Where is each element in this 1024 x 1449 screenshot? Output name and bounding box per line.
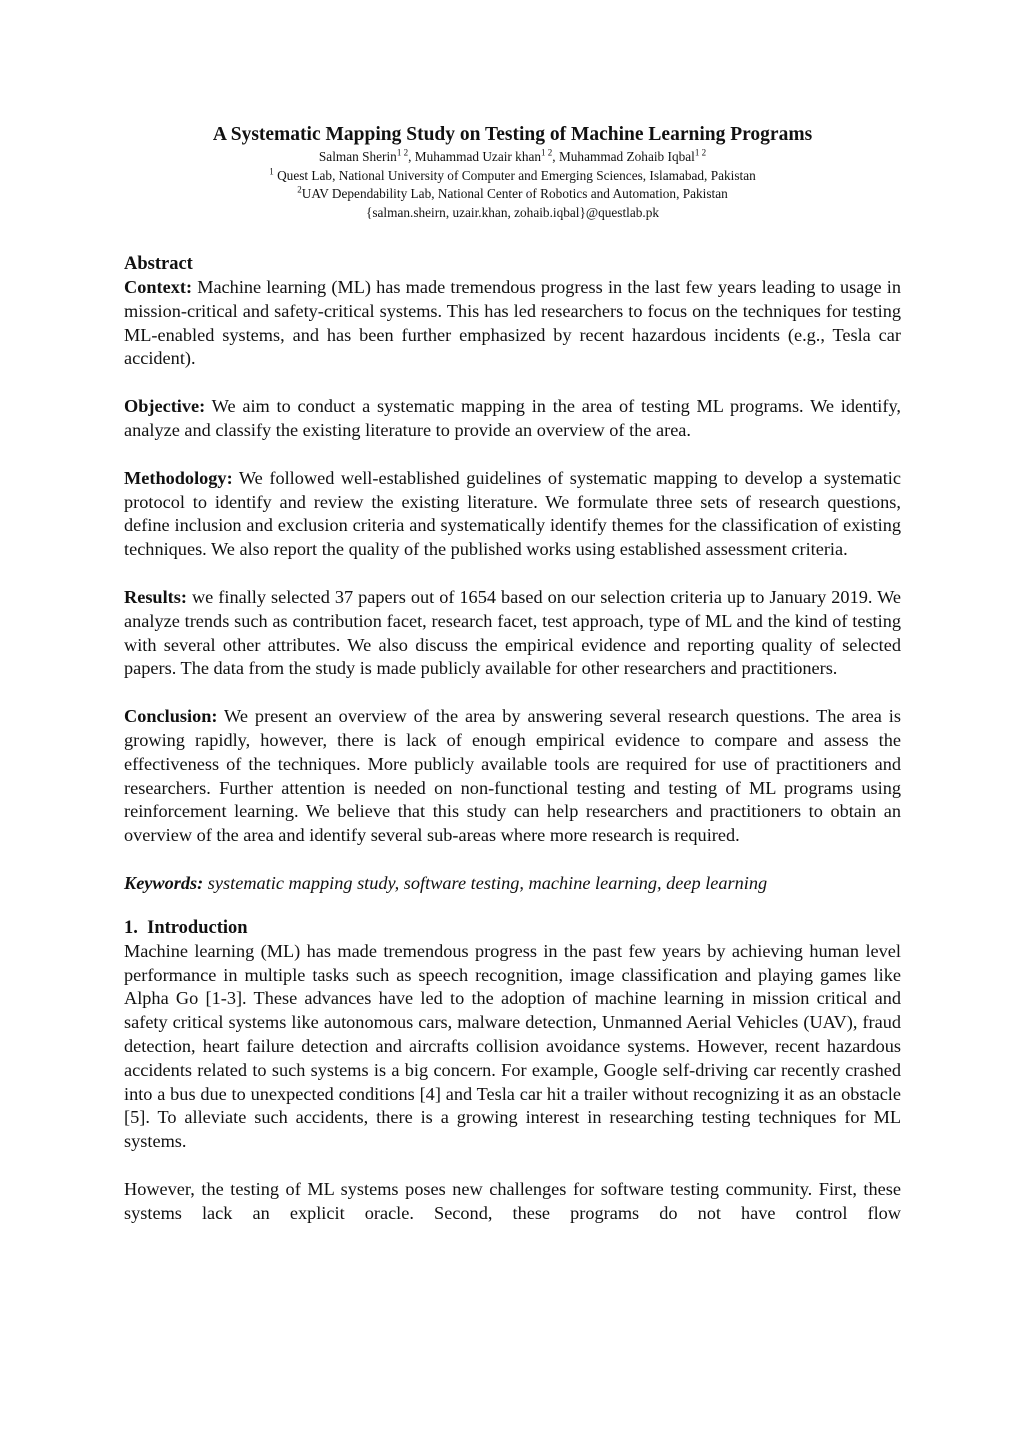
abstract-results [124,586,901,681]
results-text: we finally selected 37 papers out of 1654 based on our selection criteria up to January 2019. We analyze trends such as contribution facet, research facet, test approach, type of ML and the kind of testing with several other attributes. We also discuss the empirical evidence and reporting quality of selected papers. The data from the study is made publicly available for other researchers and practitioners. [124,586,901,679]
paper-header [124,122,901,222]
abstract-conclusion [124,705,901,848]
methodology-label: Methodology: [124,467,233,488]
abstract-objective [124,395,901,443]
author-affiliation-mark: 1 2 [694,147,707,158]
conclusion-text: We present an overview of the area by answering several research questions. The area is growing rapidly, however, there is lack of enough empirical evidence to compare and assess the effectiveness of the techniques. More publicly available tools are required for use of practitioners and researchers. Further attention is needed on non-functional testing and testing of ML programs using reinforcement learning. We believe that this study can help researchers and practitioners to obtain an overview of the area and identify several sub-areas where more research is required. [124,706,901,846]
keywords [124,872,901,896]
paper-page [124,122,901,1226]
affiliation-number: 2 [297,184,302,195]
results-label: Results: [124,586,187,607]
affiliation-text: UAV Dependability Lab, National Center of Robotics and Automation, Pakistan [301,186,728,201]
author-affiliation-mark: 1 2 [396,147,409,158]
affiliation-text: Quest Lab, National University of Computer and Emerging Sciences, Islamabad, Pakistan [277,167,756,183]
author-name: Muhammad Uzair khan [414,149,542,164]
objective-text: We aim to conduct a systematic mapping in the area of testing ML programs. We identify, analyze and classify the existing literature to provide an overview of the area. [124,396,901,440]
paper-title: A Systematic Mapping Study on Testing of Machine Learning Programs [212,124,813,145]
introduction-paragraph: Machine learning (ML) has made tremendous progress in the past few years by achieving human level performance in multiple tasks such as speech recognition, image classification and playing games like Alpha Go [1-3]. These advances have led to the adoption of machine learning in mission critical and safety critical systems like autonomous cars, malware detection, Unmanned Aerial Vehicles (UAV), fraud detection, heart failure detection and aircrafts collision avoidance systems. However, recent hazardous accidents related to such systems is a big concern. For example, Google self-driving car recently crashed into a bus due to unexpected conditions [4] and Tesla car hit a trailer without recognizing it as an obstacle [5]. To alleviate such accidents, there is a growing interest in researching testing techniques for ML systems. [124,940,901,1152]
author-emails: {salman.sheirn, uzair.khan, zohaib.iqbal}@questlab.pk [365,204,660,220]
introduction-heading: 1. Introduction [124,917,248,938]
author-affiliation-mark: 1 2 [541,147,553,158]
abstract-methodology [124,467,901,562]
methodology-text: We followed well-established guidelines of systematic mapping to develop a systematic protocol to identify and review the existing literature. We formulate three sets of research questions, define inclusion and exclusion criteria and systematically identify themes for the classification of existing techniques. We also report the quality of the published works using established assessment criteria. [124,467,901,560]
affiliation-line [124,167,901,186]
context-label: Context: [124,277,193,297]
author-name: Muhammad Zohaib Iqbal [558,149,695,164]
author-list [124,148,901,167]
author-separator: , [552,149,559,164]
introduction-paragraph: However, the testing of ML systems poses new challenges for software testing community. First, these systems lack an explicit oracle. Second, these programs do not have control flow [124,1178,901,1223]
affiliation-line [124,185,901,204]
abstract-context [124,276,901,371]
affiliation-number: 1 [269,166,274,177]
conclusion-label: Conclusion: [124,706,218,727]
keywords-label: Keywords: [124,872,204,893]
context-text: Machine learning (ML) has made tremendous progress in the last few years leading to usage in mission-critical and safety-critical systems. This has led researchers to focus on the techniques for testing ML-enabled systems, and has been further emphasized by recent hazardous incidents (e.g., Tesla car accident). [124,277,901,369]
author-name: Salman Sherin [318,149,397,164]
objective-label: Objective: [124,396,206,417]
abstract-heading: Abstract [124,254,193,274]
keywords-text: systematic mapping study, software testing, machine learning, deep learning [203,872,768,893]
author-separator: , [408,149,415,164]
